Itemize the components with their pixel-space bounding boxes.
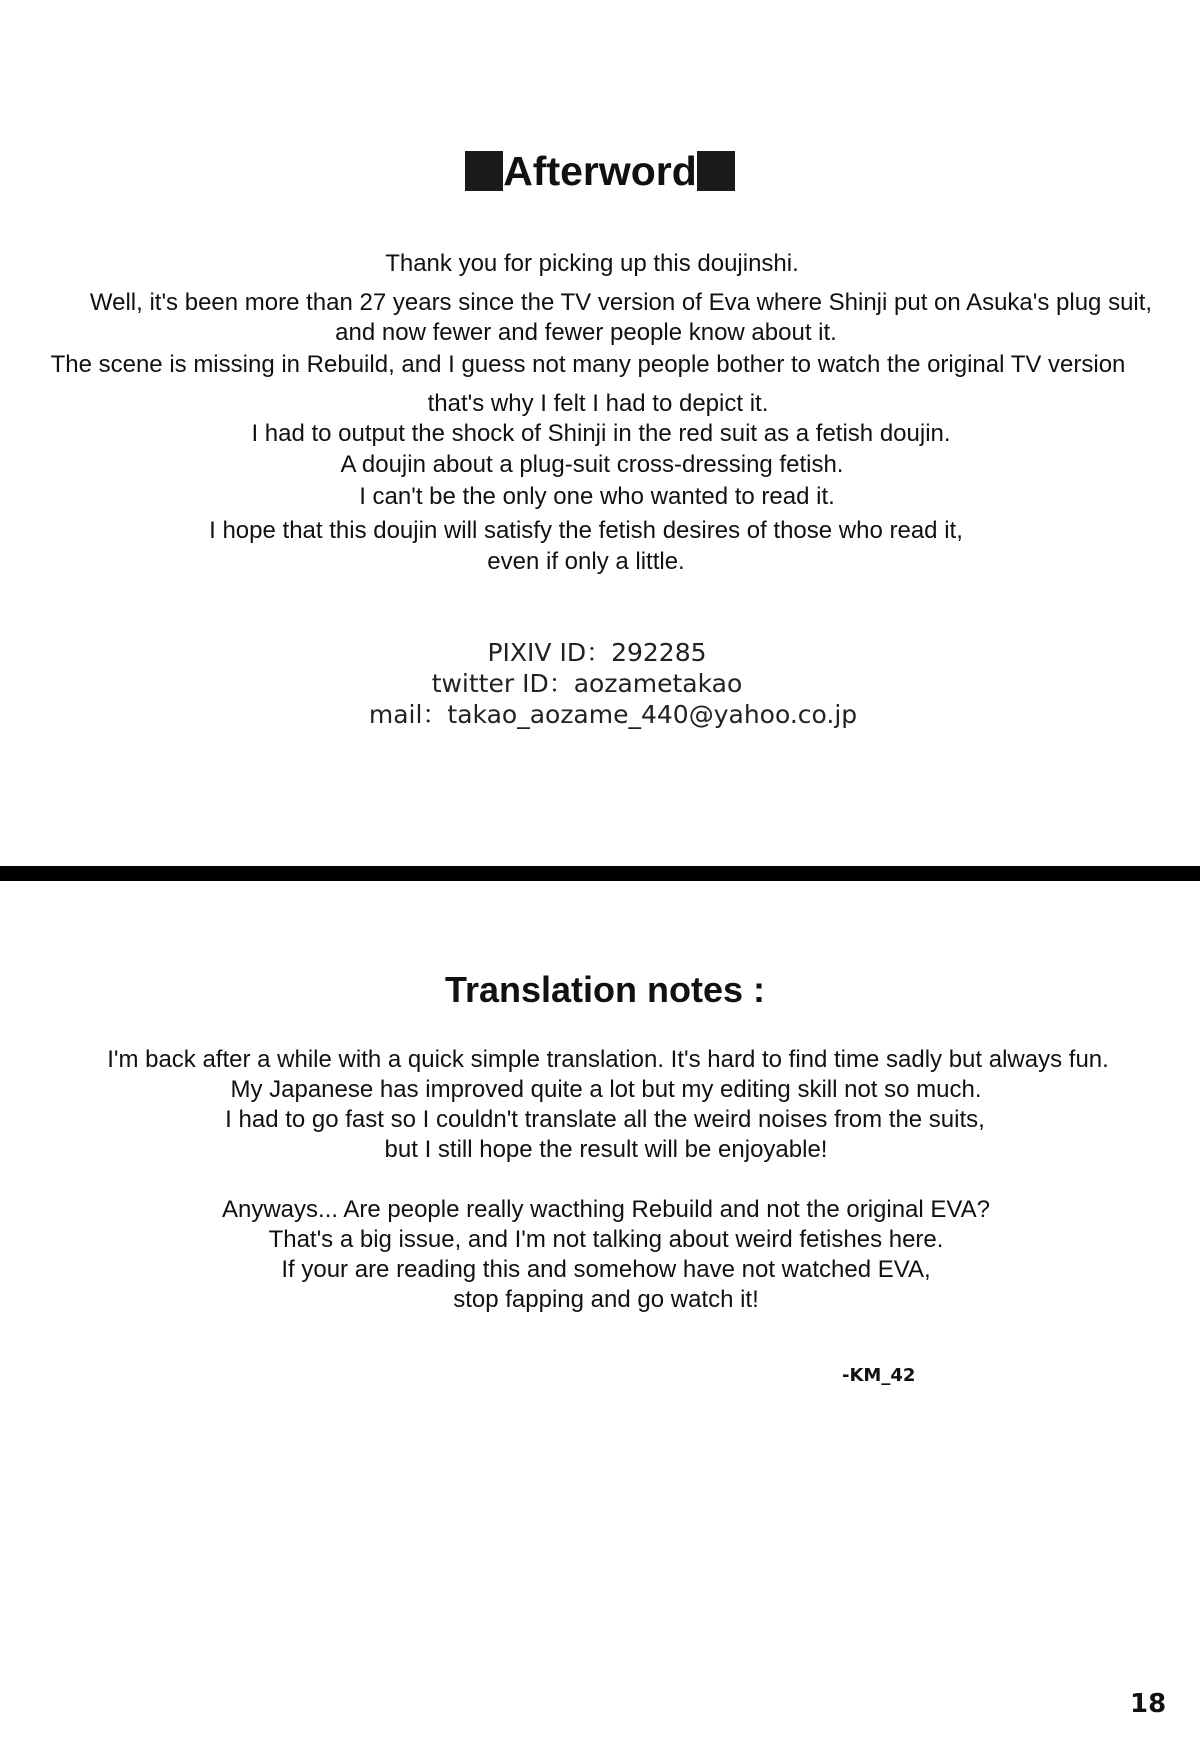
black-square-icon <box>697 151 735 191</box>
afterword-line: and now fewer and fewer people know about it. <box>335 319 837 346</box>
translator-signature: -KM_42 <box>842 1365 916 1386</box>
black-square-icon <box>465 151 503 191</box>
translation-note-line: Anyways... Are people really wacthing Rebuild and not the original EVA? <box>221 1196 990 1223</box>
translation-notes-title: Translation notes : <box>444 969 766 1010</box>
translation-note-line: I'm back after a while with a quick simple translation. It's hard to find time sadly but always fun. <box>107 1046 1109 1073</box>
twitter-id: twitter ID：aozametakao <box>431 669 743 698</box>
translation-note-line: My Japanese has improved quite a lot but my editing skill not so much. <box>230 1076 982 1103</box>
afterword-line: I hope that this doujin will satisfy the fetish desires of those who read it, <box>209 517 963 544</box>
afterword-title: Afterword <box>503 148 697 194</box>
afterword-line: A doujin about a plug-suit cross-dressing fetish. <box>340 451 844 478</box>
afterword-line: Well, it's been more than 27 years since the TV version of Eva where Shinji put on Asuka's plug suit, <box>89 289 1153 316</box>
afterword-line: The scene is missing in Rebuild, and I guess not many people bother to watch the original TV version <box>50 351 1126 378</box>
afterword-line: that's why I felt I had to depict it. <box>427 390 769 417</box>
afterword-line: even if only a little. <box>487 548 685 575</box>
afterword-heading <box>0 146 1200 196</box>
afterword-line: I had to output the shock of Shinji in the red suit as a fetish doujin. <box>251 420 951 447</box>
afterword-line: I can't be the only one who wanted to read it. <box>359 483 835 510</box>
afterword-line: Thank you for picking up this doujinshi. <box>385 250 799 277</box>
section-divider <box>0 866 1200 881</box>
translation-note-line: That's a big issue, and I'm not talking about weird fetishes here. <box>268 1226 944 1253</box>
page-number: 18 <box>1130 1689 1167 1719</box>
translation-note-line: I had to go fast so I couldn't translate all the weird noises from the suits, <box>225 1106 985 1133</box>
email-address: mail：takao_aozame_440@yahoo.co.jp <box>368 700 858 729</box>
pixiv-id: PIXIV ID：292285 <box>487 638 707 667</box>
translation-note-line: If your are reading this and somehow have not watched EVA, <box>281 1256 931 1283</box>
translation-note-line: but I still hope the result will be enjoyable! <box>384 1136 828 1163</box>
translation-note-line: stop fapping and go watch it! <box>453 1286 759 1313</box>
